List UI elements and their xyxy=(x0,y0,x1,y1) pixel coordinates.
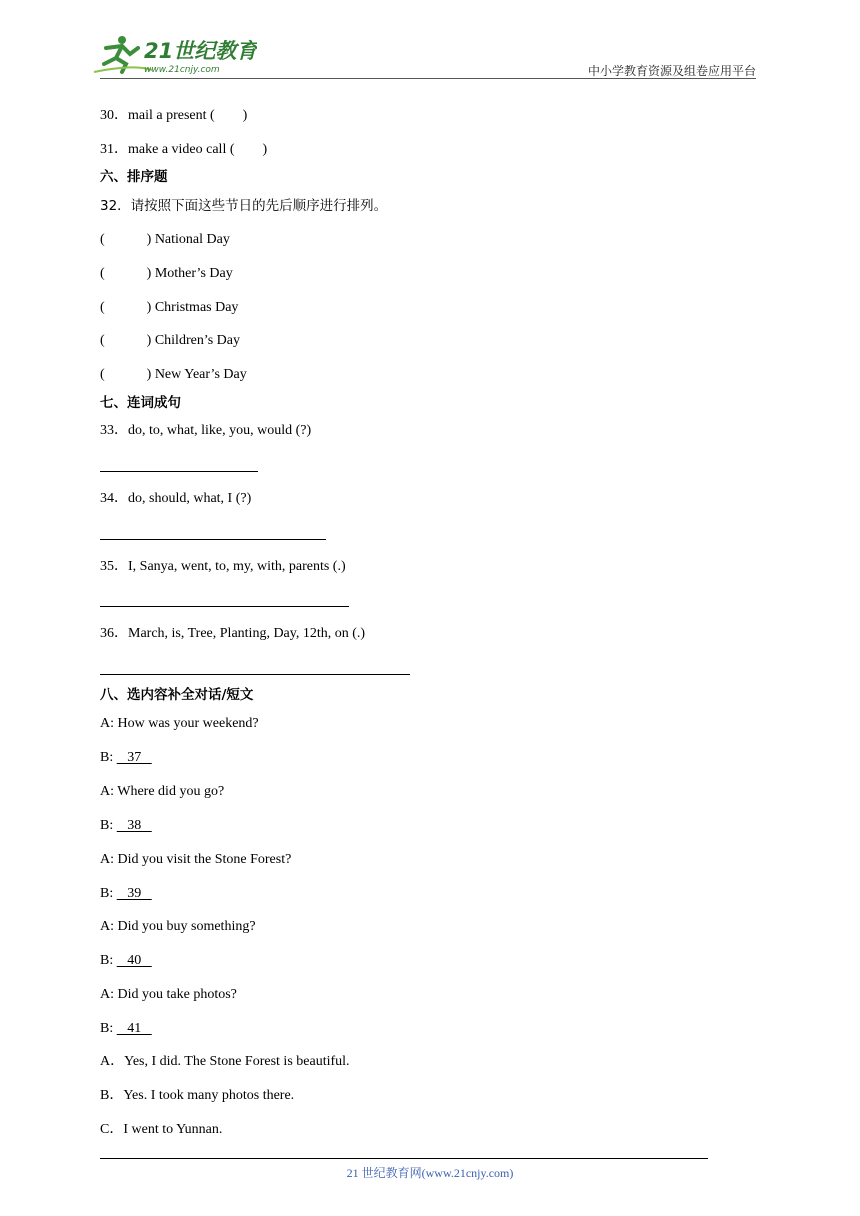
blank-39: 39 xyxy=(116,886,152,901)
section-8-title: 八、选内容补全对话/短文 xyxy=(100,687,254,703)
answer-line-36 xyxy=(100,674,410,675)
question-32: 32．请按照下面这些节日的先后顺序进行排列。 xyxy=(100,198,388,214)
dialogue-text: Did you visit the Stone Forest? xyxy=(117,852,292,867)
option-b: B．Yes. I took many photos there. xyxy=(100,1088,295,1103)
question-36: 36．March, is, Tree, Planting, Day, 12th, on (.) xyxy=(100,626,366,641)
logo-url: www.21cnjy.com xyxy=(144,65,220,75)
order-item: ( ) Children’s Day xyxy=(100,333,240,348)
site-logo xyxy=(92,34,257,76)
speaker: A: xyxy=(100,919,118,934)
speaker: A: xyxy=(100,716,118,731)
answer-line-34 xyxy=(100,539,326,540)
speaker: B: xyxy=(100,886,117,901)
section-7-title: 七、连词成句 xyxy=(100,395,181,411)
footer-text: 21 世纪教育网(www.21cnjy.com) xyxy=(346,1166,514,1180)
dialogue-text: How was your weekend? xyxy=(117,716,259,731)
blank-38: 38 xyxy=(116,818,152,833)
dialogue-line xyxy=(100,1020,152,1038)
dialogue-line xyxy=(100,783,224,801)
order-item: ( ) National Day xyxy=(100,232,230,247)
speaker: B: xyxy=(100,1021,117,1036)
blank-40: 40 xyxy=(116,953,152,968)
answer-line-35 xyxy=(100,606,349,607)
blank-37: 37 xyxy=(116,750,152,765)
speaker: B: xyxy=(100,750,117,765)
speaker: A: xyxy=(100,784,118,799)
question-33: 33．do, to, what, like, you, would (?) xyxy=(100,423,312,438)
option-a: A．Yes, I did. The Stone Forest is beautiful. xyxy=(100,1054,350,1069)
dialogue-line xyxy=(100,918,256,936)
site-name: 中小学教育资源及组卷应用平台 xyxy=(587,64,756,78)
speaker: A: xyxy=(100,987,118,1002)
dialogue-line xyxy=(100,817,152,835)
question-35: 35．I, Sanya, went, to, my, with, parents (.) xyxy=(100,559,346,574)
speaker: B: xyxy=(100,818,117,833)
dialogue-line xyxy=(100,952,152,970)
section-6-title: 六、排序题 xyxy=(100,169,168,185)
dialogue-line xyxy=(100,885,152,903)
logo-text: 21世纪教育 xyxy=(144,39,257,63)
speaker: B: xyxy=(100,953,117,968)
question-34: 34．do, should, what, I (?) xyxy=(100,491,252,506)
question-31: 31．make a video call ( ) xyxy=(100,142,268,157)
option-c: C．I went to Yunnan. xyxy=(100,1122,223,1137)
answer-line-33 xyxy=(100,471,258,472)
dialogue-line xyxy=(100,715,259,733)
dialogue-line xyxy=(100,986,237,1004)
blank-41: 41 xyxy=(116,1021,152,1036)
question-30: 30．mail a present ( ) xyxy=(100,108,248,123)
speaker: A: xyxy=(100,852,118,867)
dialogue-text: Did you buy something? xyxy=(117,919,256,934)
header-divider xyxy=(100,78,756,79)
dialogue-line xyxy=(100,851,291,869)
dialogue-line xyxy=(100,749,152,767)
order-item: ( ) Christmas Day xyxy=(100,300,239,315)
dialogue-text: Did you take photos? xyxy=(117,987,237,1002)
dialogue-text: Where did you go? xyxy=(117,784,225,799)
order-item: ( ) New Year’s Day xyxy=(100,367,247,382)
order-item: ( ) Mother’s Day xyxy=(100,266,233,281)
footer-divider xyxy=(100,1158,708,1159)
